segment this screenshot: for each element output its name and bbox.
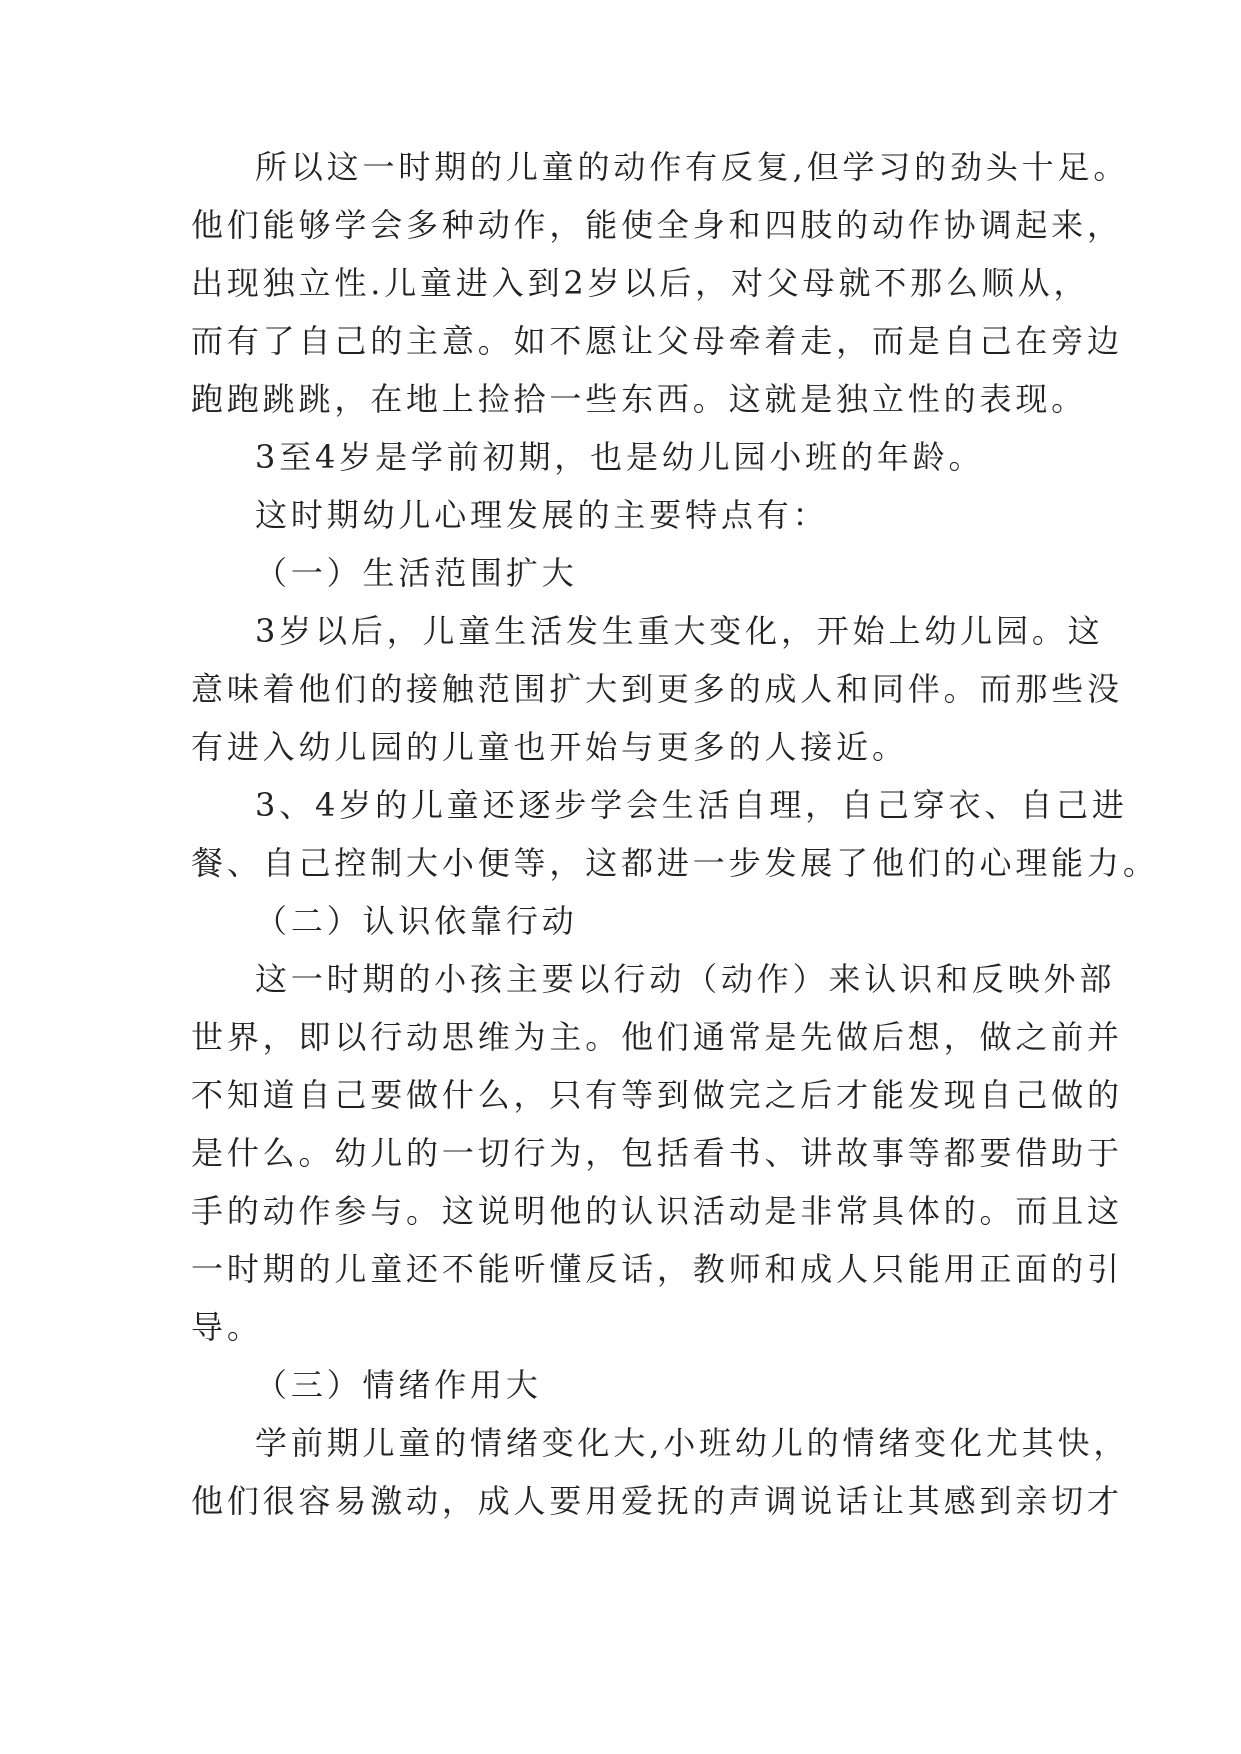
text-line: 出现独立性.儿童进入到2岁以后，对父母就不那么顺从，: [191, 264, 1090, 302]
text-line: 而有了自己的主意。如不愿让父母牵着走，而是自己在旁边: [191, 322, 1123, 360]
text-line: 这一时期的小孩主要以行动（动作）来认识和反映外部: [255, 960, 1116, 998]
text-line: 一时期的儿童还不能听懂反话，教师和成人只能用正面的引: [191, 1250, 1123, 1288]
text-line: 导。: [191, 1308, 263, 1346]
text-line: 是什么。幼儿的一切行为，包括看书、讲故事等都要借助于: [191, 1134, 1123, 1172]
text-line: 所以这一时期的儿童的动作有反复,但学习的劲头十足。: [255, 148, 1130, 186]
text-line: 跑跑跳跳，在地上捡拾一些东西。这就是独立性的表现。: [191, 380, 1088, 418]
section-heading: （二）认识依靠行动: [255, 902, 578, 940]
text-line: 学前期儿童的情绪变化大,小班幼儿的情绪变化尤其快，: [255, 1424, 1130, 1462]
text-line: 手的动作参与。这说明他的认识活动是非常具体的。而且这: [191, 1192, 1123, 1230]
text-line: 餐、自己控制大小便等，这都进一步发展了他们的心理能力。: [191, 844, 1159, 882]
section-heading: （一）生活范围扩大: [255, 554, 578, 592]
text-line: 3岁以后，儿童生活发生重大变化，开始上幼儿园。这: [255, 612, 1104, 650]
text-line: 意味着他们的接触范围扩大到更多的成人和同伴。而那些没: [191, 670, 1123, 708]
text-line: 3至4岁是学前初期，也是幼儿园小班的年龄。: [255, 438, 985, 476]
text-line: 世界，即以行动思维为主。他们通常是先做后想，做之前并: [191, 1018, 1123, 1056]
text-line: 他们能够学会多种动作，能使全身和四肢的动作协调起来，: [191, 206, 1123, 244]
text-line: 不知道自己要做什么，只有等到做完之后才能发现自己做的: [191, 1076, 1123, 1114]
text-line: 他们很容易激动，成人要用爱抚的声调说话让其感到亲切才: [191, 1482, 1123, 1520]
section-heading: （三）情绪作用大: [255, 1366, 542, 1404]
text-line: 有进入幼儿园的儿童也开始与更多的人接近。: [191, 728, 908, 766]
text-line: 这时期幼儿心理发展的主要特点有：: [255, 496, 829, 534]
text-line: 3、4岁的儿童还逐步学会生活自理，自己穿衣、自己进: [255, 786, 1128, 824]
